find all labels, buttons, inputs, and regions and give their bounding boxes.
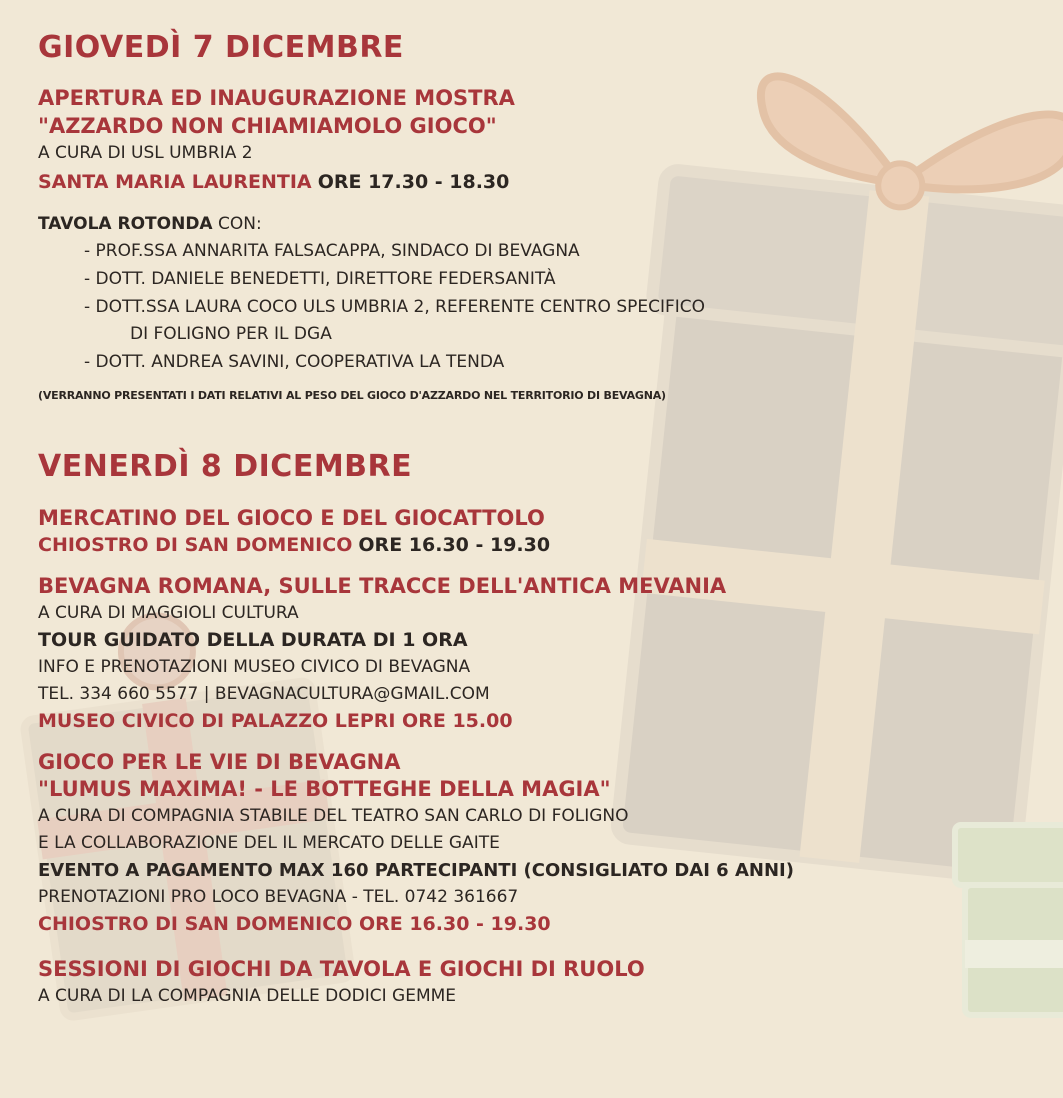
event-place: SANTA MARIA LAURENTIA xyxy=(38,171,312,193)
roundtable-suffix: CON: xyxy=(218,214,262,234)
event-place-time: CHIOSTRO DI SAN DOMENICO ORE 16.30 - 19.30 xyxy=(38,913,551,935)
event-program xyxy=(38,30,1048,1010)
event-exhibition-opening xyxy=(38,84,1048,197)
event-title: SESSIONI DI GIOCHI DA TAVOLA E GIOCHI DI RUOLO xyxy=(38,957,645,981)
event-title: APERTURA ED INAUGURAZIONE MOSTRA xyxy=(38,86,515,110)
event-place: CHIOSTRO DI SAN DOMENICO xyxy=(38,534,353,556)
event-board-games xyxy=(38,956,1048,1010)
event-curator-continued: E LA COLLABORAZIONE DEL IL MERCATO DELLE GAITE xyxy=(38,833,500,853)
event-paid-note: EVENTO A PAGAMENTO MAX 160 PARTECIPANTI (CONSIGLIATO DAI 6 ANNI) xyxy=(38,860,794,881)
day-heading-thursday: GIOVEDÌ 7 DICEMBRE xyxy=(38,30,404,65)
event-contact: TEL. 334 660 5577 | BEVAGNACULTURA@GMAIL.COM xyxy=(38,684,490,704)
event-place-time: MUSEO CIVICO DI PALAZZO LEPRI ORE 15.00 xyxy=(38,710,513,732)
event-title: BEVAGNA ROMANA, SULLE TRACCE DELL'ANTICA MEVANIA xyxy=(38,574,727,598)
event-title: MERCATINO DEL GIOCO E DEL GIOCATTOLO xyxy=(38,506,545,530)
event-subtitle: "AZZARDO NON CHIAMIAMOLO GIOCO" xyxy=(38,114,497,138)
event-info: INFO E PRENOTAZIONI MUSEO CIVICO DI BEVAGNA xyxy=(38,657,471,677)
event-toy-market xyxy=(38,505,1048,559)
participant-item: - DOTT. ANDREA SAVINI, COOPERATIVA LA TENDA xyxy=(84,352,505,372)
event-curator: A CURA DI USL UMBRIA 2 xyxy=(38,143,253,163)
event-time: ORE 17.30 - 18.30 xyxy=(317,171,510,193)
event-booking: PRENOTAZIONI PRO LOCO BEVAGNA - TEL. 0742 361667 xyxy=(38,887,519,907)
event-street-game xyxy=(38,749,1048,938)
event-title: GIOCO PER LE VIE DI BEVAGNA xyxy=(38,750,401,774)
event-subtitle: "LUMUS MAXIMA! - LE BOTTEGHE DELLA MAGIA" xyxy=(38,777,611,801)
event-curator: A CURA DI LA COMPAGNIA DELLE DODICI GEMME xyxy=(38,986,457,1006)
roundtable-title: TAVOLA ROTONDA xyxy=(38,214,213,234)
participant-item: - DOTT. DANIELE BENEDETTI, DIRETTORE FEDERSANITÀ xyxy=(84,269,556,289)
participant-item: - PROF.SSA ANNARITA FALSACAPPA, SINDACO DI BEVAGNA xyxy=(84,241,580,261)
participant-item: - DOTT.SSA LAURA COCO ULS UMBRIA 2, REFERENTE CENTRO SPECIFICO xyxy=(84,297,706,317)
participant-item-continued: DI FOLIGNO PER IL DGA xyxy=(130,324,332,344)
event-time: ORE 16.30 - 19.30 xyxy=(358,534,551,556)
event-tour: TOUR GUIDATO DELLA DURATA DI 1 ORA xyxy=(38,629,468,651)
roundtable-section xyxy=(38,211,1048,404)
event-roman-bevagna xyxy=(38,573,1048,735)
event-curator: A CURA DI MAGGIOLI CULTURA xyxy=(38,603,299,623)
event-curator: A CURA DI COMPAGNIA STABILE DEL TEATRO SAN CARLO DI FOLIGNO xyxy=(38,806,629,826)
day-heading-friday: VENERDÌ 8 DICEMBRE xyxy=(38,449,413,484)
roundtable-note: (VERRANNO PRESENTATI I DATI RELATIVI AL PESO DEL GIOCO D'AZZARDO NEL TERRITORIO DI BEVAGNA) xyxy=(38,389,666,402)
